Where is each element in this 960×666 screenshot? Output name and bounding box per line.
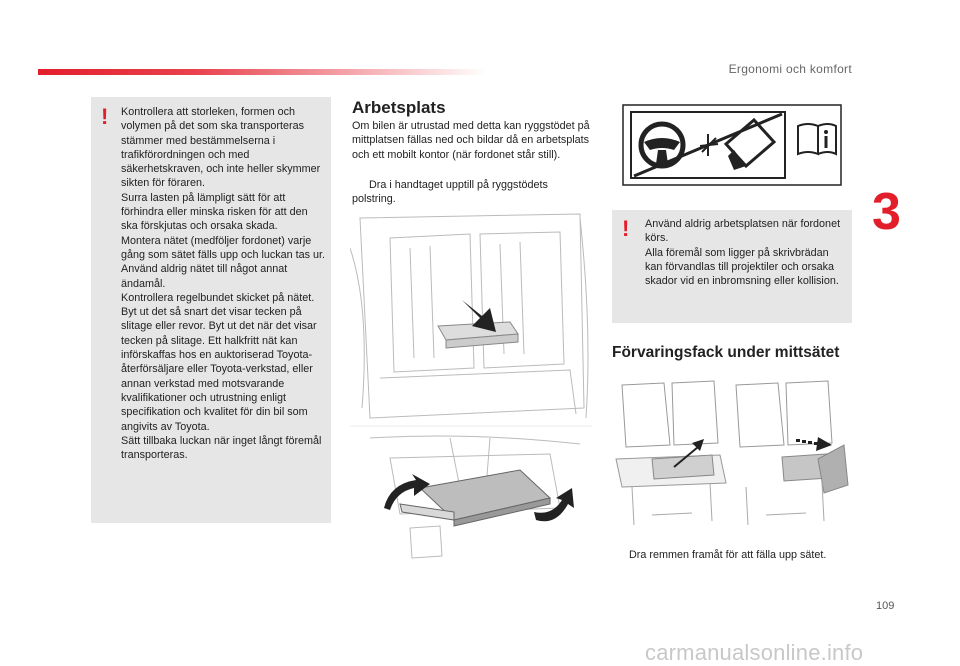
storage-bullet — [612, 548, 852, 562]
page-number: 109 — [876, 600, 895, 612]
storage-bullet-text: Dra remmen framåt för att fälla upp sätet. — [629, 549, 827, 561]
arbetsplats-bullet-text: Dra i handtaget upptill på ryggstödets polstring. — [352, 179, 548, 206]
storage-under-seat-illustration — [612, 375, 854, 540]
header-accent-bar — [38, 69, 488, 75]
arbetsplats-bullet — [352, 178, 590, 207]
arbetsplats-heading: Arbetsplats — [352, 98, 446, 117]
workspace-seat-illustration — [350, 208, 592, 588]
arbetsplats-intro: Om bilen är utrustad med detta kan ryggstödet på mittplatsen fällas ned och bildar då en arbetsplats och ett mobilt kontor (när fordonet står still). — [352, 120, 590, 161]
no-workspace-while-driving-pictogram — [622, 104, 842, 186]
storage-heading: Förvaringsfack under mittsätet — [612, 344, 840, 361]
warning-icon: ! — [622, 216, 630, 241]
section-title: Ergonomi och komfort — [728, 62, 852, 76]
watermark: carmanualsonline.info — [645, 640, 864, 665]
right-warning-text: Använd aldrig arbetsplatsen när fordonet körs. Alla föremål som ligger på skrivbrädan kan förvandlas till projektiler och orsaka skador vid en inbromsning eller kollision. — [645, 218, 841, 288]
chapter-number: 3 — [872, 183, 901, 241]
warning-icon: ! — [101, 104, 109, 129]
left-warning-text: Kontrollera att storleken, formen och volymen på det som ska transporteras stämmer med bestämmelserna i trafikförordningen och med säkerhetskraven, och inte heller skymmer sikten för föraren. Surra lasten på lämpligt sätt för att förhindra eller minska risken för att den ska förskjutas och orsaka skada. Montera nätet (medföljer fordonet) varje gång som sätet fälls upp och luckan tas ur. Använd aldrig nätet till något annat ändamål. Kontrollera regelbundet skicket på nätet. Byt ut det så snart det visar tecken på slitage eller revor. Byt ut det när det visar tecken på slitage. Ett halkfritt nät kan införskaffas hos en auktoriserad Toyota-återförsäljare eller Toyota-verkstad, eller annan verkstad med motsvarande kvalifikationer och utrustning enligt specifikation och kvalitet för din bil som angivits av Toyota. Sätt tillbaka luckan när inget långt föremål transporteras. — [121, 106, 326, 462]
